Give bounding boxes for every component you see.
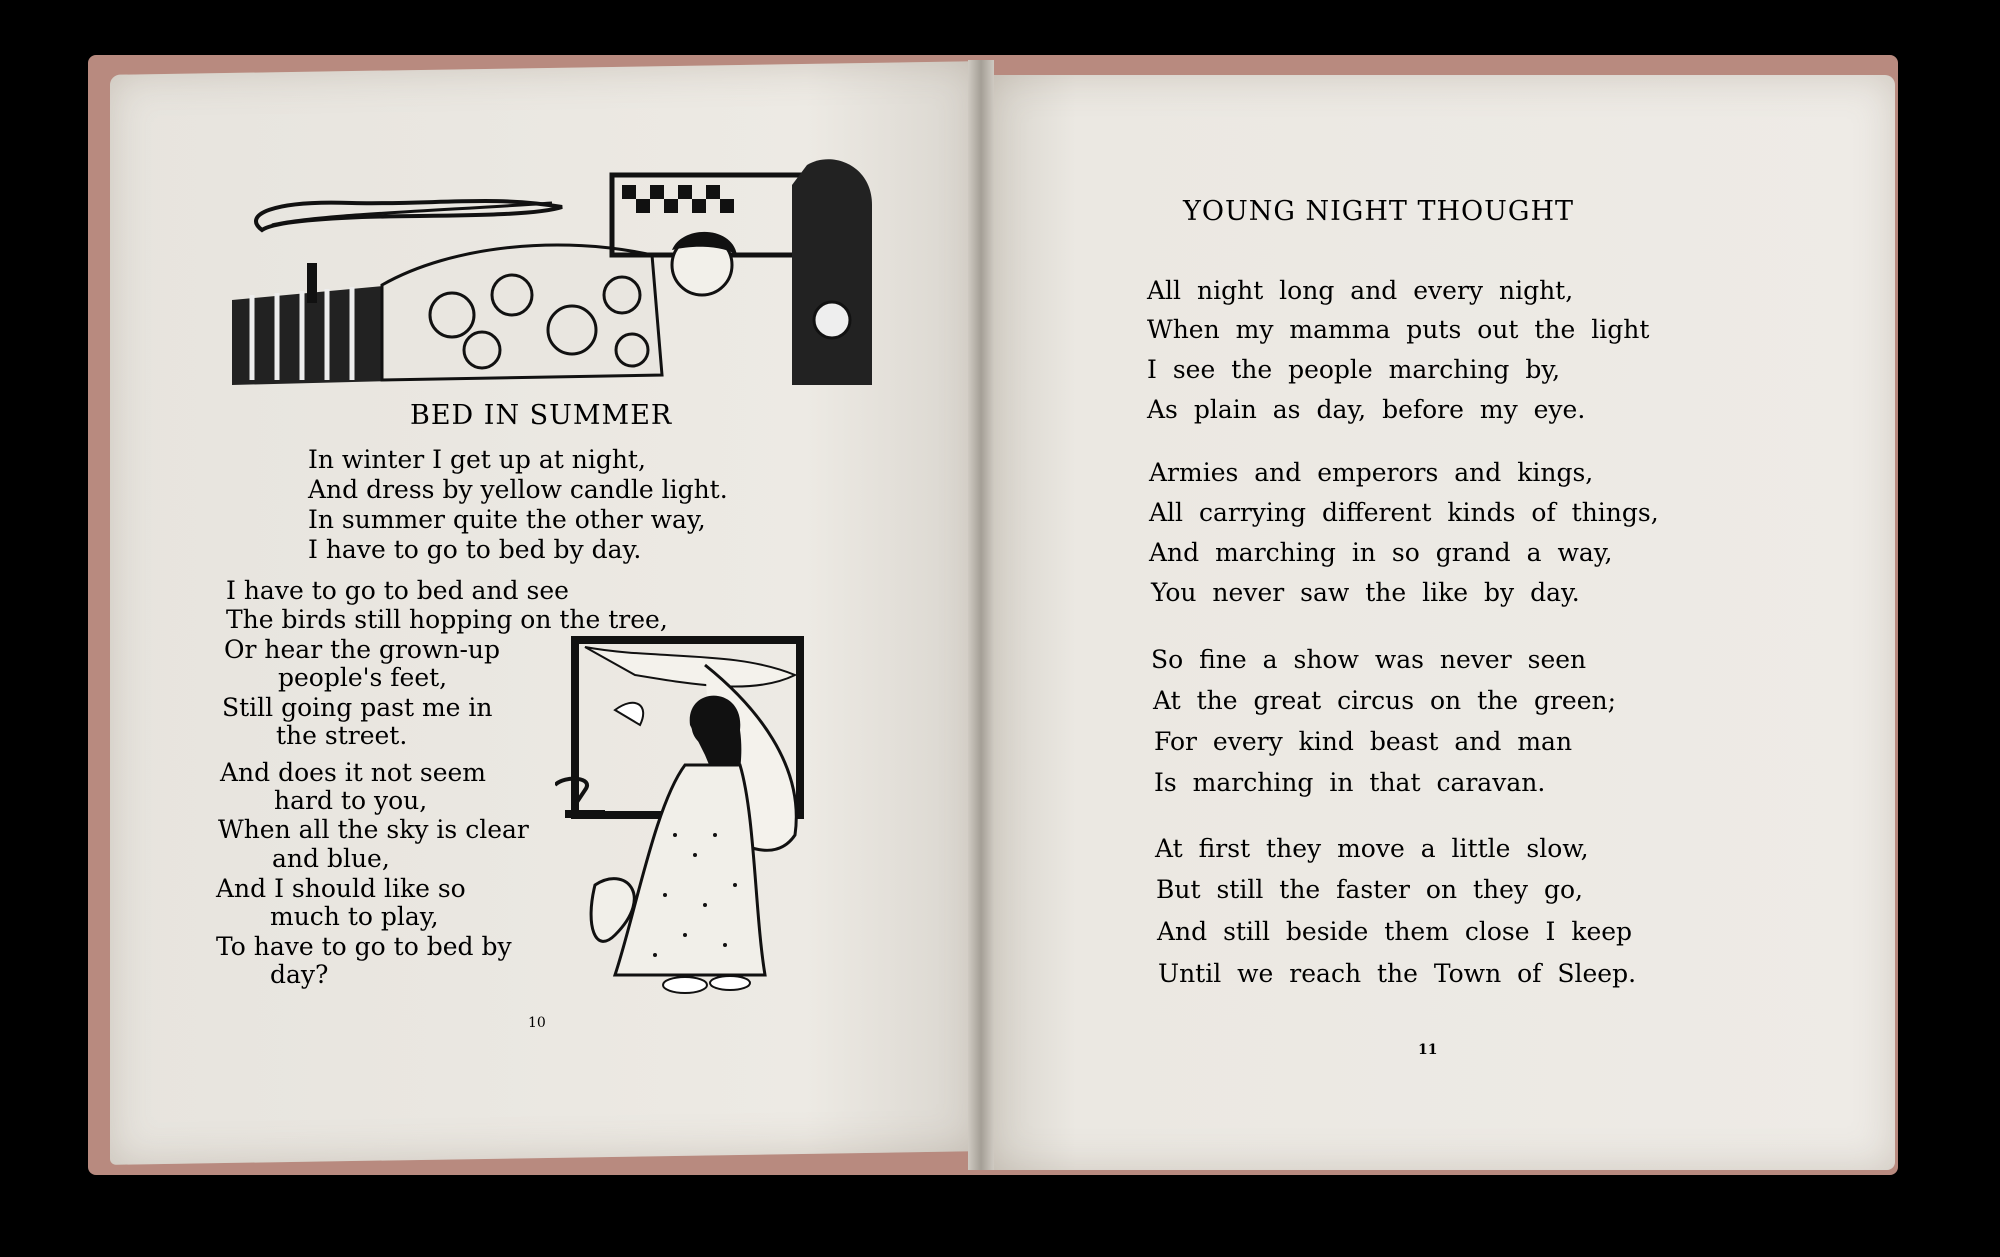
poem-line: When all the sky is clear: [218, 815, 529, 844]
poem-line: And still beside them close I keep: [1157, 917, 1633, 946]
poem-line: When my mamma puts out the light: [1147, 315, 1650, 344]
poem-line: I see the people marching by,: [1147, 355, 1561, 384]
right-page-title: YOUNG NIGHT THOUGHT: [1183, 196, 1575, 227]
poem-line: and blue,: [272, 844, 390, 873]
poem-line: In winter I get up at night,: [308, 445, 646, 474]
poem-line: For every kind beast and man: [1154, 727, 1573, 756]
poem-line: And does it not seem: [220, 758, 486, 787]
poem-line: In summer quite the other way,: [308, 505, 706, 534]
poem-line: Armies and emperors and kings,: [1149, 458, 1594, 487]
poem-line: And I should like so: [216, 874, 466, 903]
poem-line: I have to go to bed and see: [226, 576, 569, 605]
poem-line: hard to you,: [274, 786, 428, 815]
poem-line: I have to go to bed by day.: [308, 535, 642, 564]
poem-line: Or hear the grown-up: [224, 635, 501, 664]
poem-line: All carrying different kinds of things,: [1149, 498, 1659, 527]
poem-line: So fine a show was never seen: [1151, 645, 1587, 674]
left-page-title: BED IN SUMMER: [410, 400, 673, 431]
poem-line: And dress by yellow candle light.: [308, 475, 728, 504]
right-page-number: 11: [1418, 1042, 1438, 1058]
poem-line: Still going past me in: [222, 693, 493, 722]
poem-line: At first they move a little slow,: [1155, 834, 1589, 863]
left-page-number: 10: [528, 1015, 546, 1031]
girl-at-window-illustration: [555, 635, 805, 995]
poem-line: much to play,: [270, 902, 439, 931]
poem-line: people's feet,: [278, 663, 448, 692]
poem-line: As plain as day, before my eye.: [1147, 395, 1586, 424]
poem-line: Is marching in that caravan.: [1154, 768, 1546, 797]
poem-line: the street.: [276, 721, 408, 750]
poem-line: All night long and every night,: [1147, 276, 1574, 305]
poem-line: But still the faster on they go,: [1156, 875, 1584, 904]
poem-line: The birds still hopping on the tree,: [226, 605, 668, 634]
poem-line: To have to go to bed by: [216, 932, 512, 961]
bed-illustration: [232, 145, 872, 385]
poem-line: day?: [270, 960, 329, 989]
book-gutter: [968, 60, 994, 1170]
poem-line: You never saw the like by day.: [1151, 578, 1580, 607]
poem-line: At the great circus on the green;: [1153, 686, 1617, 715]
poem-line: Until we reach the Town of Sleep.: [1158, 959, 1637, 988]
poem-line: And marching in so grand a way,: [1149, 538, 1613, 567]
right-page: [985, 75, 1895, 1170]
